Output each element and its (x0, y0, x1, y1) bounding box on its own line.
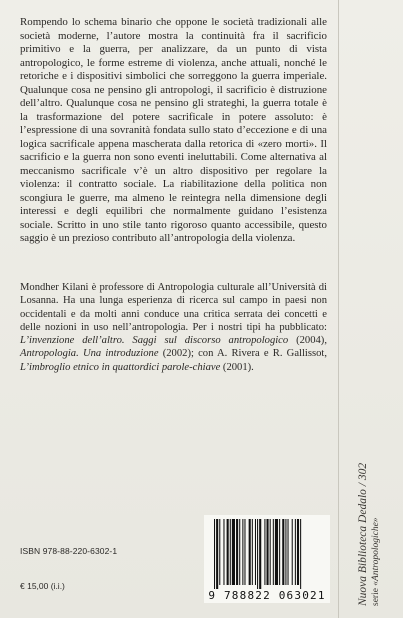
barcode (204, 515, 330, 603)
book-title-1: L’invenzione dell’altro. Saggi sul discorso antropologico (20, 335, 289, 347)
blurb-text-block (20, 16, 327, 246)
book-title-2: Antropologia. Una introduzione (20, 348, 159, 360)
spine-text (356, 426, 396, 606)
series-subtitle-prefix: serie (371, 585, 381, 606)
barcode-number: 9 788822 063021 (208, 589, 326, 602)
price-label: € 15,00 (i.i.) (20, 581, 65, 591)
series-subtitle (370, 426, 382, 606)
book-year-2: (2002); con A. Rivera e R. Gallissot, (158, 348, 327, 360)
book-title-3: L’imbroglio etnico in quattordici parole-chiave (20, 361, 221, 373)
barcode-bars (204, 515, 330, 591)
blurb-paragraph: Rompendo lo schema binario che oppone le società tradizionali alle società moderne, l’autore mostra la continuità fra il sacrificio primitivo e la guerra, per analizzare, da un punto di vista antropologico, le forme estreme di violenza, anche attuali, nonché le retoriche e i dispositivi simbolici che sorreggono la guerra imperiale. Qualunque cosa ne pensino gli antropologi, il sacrificio è distruzione dell’altro. Qualunque cosa ne pensino gli strateghi, la guerra totale è la trasformazione del potere sacrificale in potere assoluto: è l’espressione di una sovranità fondata sullo stato d’eccezione e di una logica sacrificale appena mascherata dalla retorica di «zero morti». Il sacrificio e la guerra non sono eventi ineluttabili. Come alternativa al meccanismo sacrificale v’è un altro dispositivo per regolare la violenza: il contratto sociale. La riabilitazione della politica non scongiura le guerre, ma almeno le reintegra nella dimensione degli interessi e degli equilibri che normalmente guidano l’esistenza sociale. Scritto in uno stile tanto rigoroso quanto accessibile, questo saggio è un prezioso contributo all’antropologia della violenza. (20, 16, 327, 244)
series-subtitle-name: «Antropologiche» (371, 517, 381, 586)
book-year-1: (2004), (288, 335, 327, 347)
author-bio (20, 281, 327, 374)
isbn-label: ISBN 978-88-220-6302-1 (20, 546, 118, 556)
book-year-3: (2001). (220, 361, 254, 373)
series-title: Nuova Biblioteca Dedalo / 302 (357, 462, 369, 606)
author-bio-block (20, 281, 327, 374)
spine-fold (338, 0, 339, 618)
bio-intro: Mondher Kilani è professore di Antropologia culturale all’Università di Losanna. Ha una lunga esperienza di ricerca sul campo in paesi non occidentali e da molti anni conduce una critica serrata dei concetti e delle nozioni in uso nell’antropologia. Per i nostri tipi ha pubblicato: (20, 282, 327, 333)
